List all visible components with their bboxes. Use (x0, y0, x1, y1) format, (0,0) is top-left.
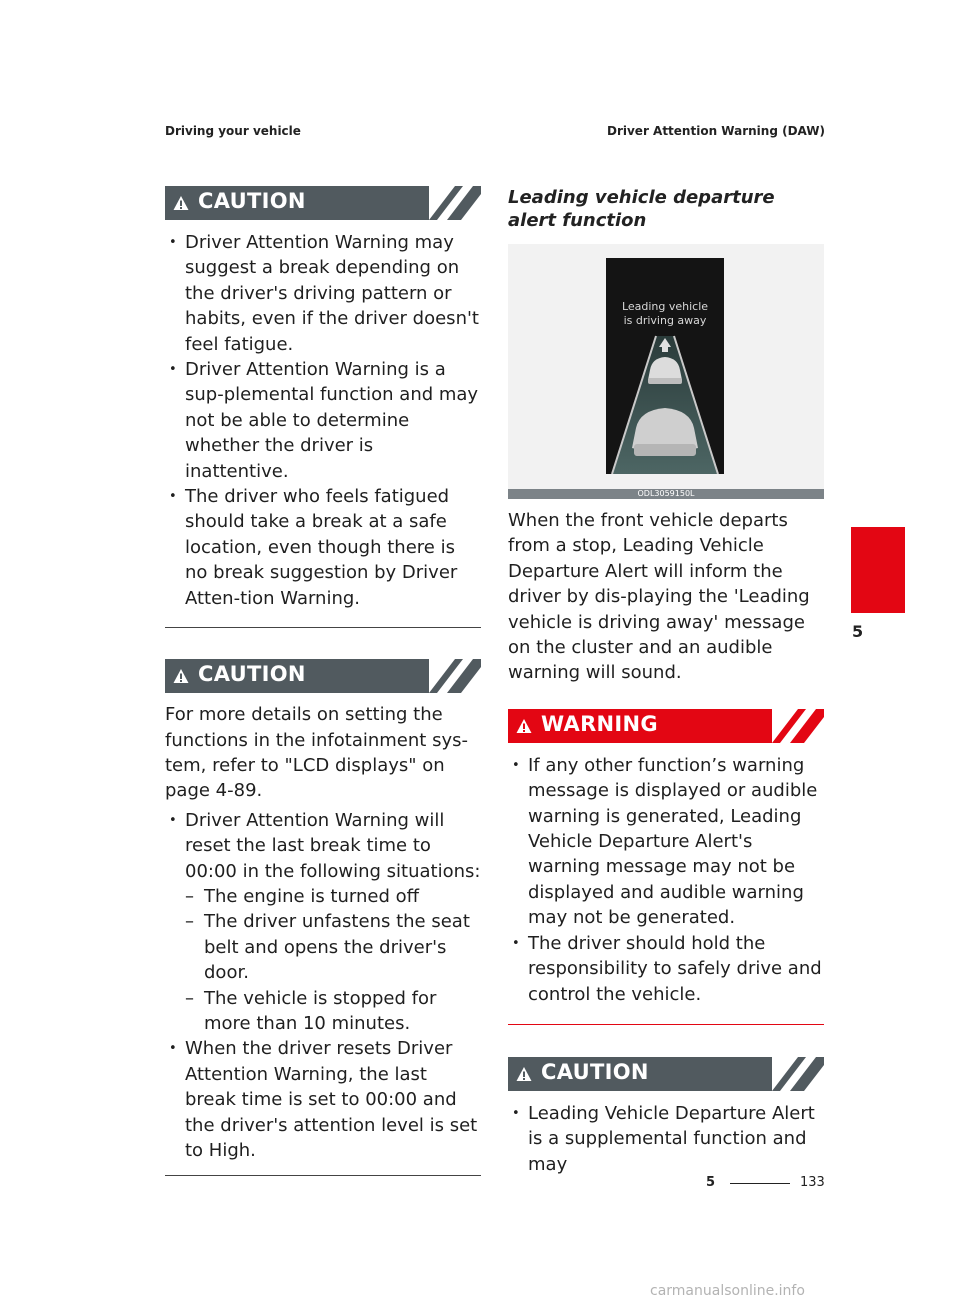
caution-bullet-list (165, 230, 481, 611)
banner-stripes-icon (772, 709, 824, 743)
list-item (165, 808, 481, 1037)
left-column (165, 186, 481, 1176)
list-item: • The driver should hold the responsibility to safely drive and control the vehicle. (508, 931, 824, 1007)
banner-stripes-icon (429, 186, 481, 220)
section-divider (165, 1175, 481, 1176)
warning-triangle-icon (173, 668, 189, 684)
section-heading: Leading vehicle departure alert function (508, 187, 775, 231)
banner-stripes-icon (429, 659, 481, 693)
sub-list-item: – The vehicle is stopped for more than 10 minutes. (185, 986, 481, 1037)
caution-intro: For more details on setting the functions in the infotainment sys-tem, refer to "LCD displays" on page 4-89. (165, 704, 468, 802)
list-item: • Driver Attention Warning is a sup-plemental function and may not be able to determine whether the driver is inattentive. (165, 357, 481, 484)
caution-title: CAUTION (198, 662, 306, 687)
list-item-text: Driver Attention Warning will reset the last break time to 00:00 in the following situations: (185, 809, 481, 882)
list-item: • Leading Vehicle Departure Alert is a supplemental function and may (508, 1101, 824, 1177)
right-column (508, 186, 824, 1177)
figure-code: ODL3059150L (508, 489, 824, 499)
caution-title: CAUTION (198, 189, 306, 213)
caution-banner (508, 1057, 824, 1091)
caution-bullet-list (508, 1101, 824, 1177)
warning-banner (508, 709, 824, 743)
lane-graphic-icon (606, 258, 724, 474)
cluster-figure (508, 244, 824, 499)
cluster-message: Leading vehicle is driving away (621, 300, 709, 327)
section-divider (165, 627, 481, 628)
list-item: • Driver Attention Warning may suggest a break depending on the driver's driving pattern or habits, even if the driver doesn't feel fatigue. (165, 230, 481, 357)
warning-bullet-list (508, 753, 824, 1007)
footer-chapter: 5 (706, 1175, 716, 1190)
warning-triangle-icon (516, 718, 532, 734)
sub-list-item: – The driver unfastens the seat belt and opens the driver's door. (185, 909, 481, 985)
caution-bullet-list (165, 808, 481, 1164)
caution-banner (165, 186, 481, 220)
caution-banner (165, 659, 481, 693)
chapter-side-number: 5 (852, 622, 864, 641)
list-item: • If any other function’s warning message is displayed or audible warning is generated, Leading Vehicle Departure Alert's warning message may not be displayed and audible warning may not be generated. (508, 753, 824, 931)
footer-divider (730, 1183, 790, 1184)
running-header-left: Driving your vehicle (165, 124, 301, 138)
chapter-side-tab (851, 527, 905, 613)
caution-title: CAUTION (541, 1059, 649, 1084)
warning-title: WARNING (541, 711, 658, 736)
body-paragraph: When the front vehicle departs from a stop, Leading Vehicle Departure Alert will inform the driver by dis-playing the 'Leading vehicle is driving away' message on the cluster and an audible warning will sound. (508, 510, 810, 684)
watermark: carmanualsonline.info (650, 1283, 805, 1299)
section-divider (508, 1024, 824, 1025)
sub-bullet-list (185, 884, 481, 1036)
warning-triangle-icon (516, 1066, 532, 1082)
list-item: • The driver who feels fatigued should take a break at a safe location, even though there is no break suggestion by Driver Atten-tion Warning. (165, 484, 481, 611)
list-item: • When the driver resets Driver Attention Warning, the last break time is set to 00:00 and the driver's attention level is set to High. (165, 1036, 481, 1163)
page-number: 133 (800, 1175, 825, 1190)
sub-list-item: – The engine is turned off (185, 884, 481, 909)
running-header-right: Driver Attention Warning (DAW) (606, 124, 825, 138)
warning-triangle-icon (173, 195, 189, 211)
banner-stripes-icon (772, 1057, 824, 1091)
cluster-screen (606, 258, 724, 474)
